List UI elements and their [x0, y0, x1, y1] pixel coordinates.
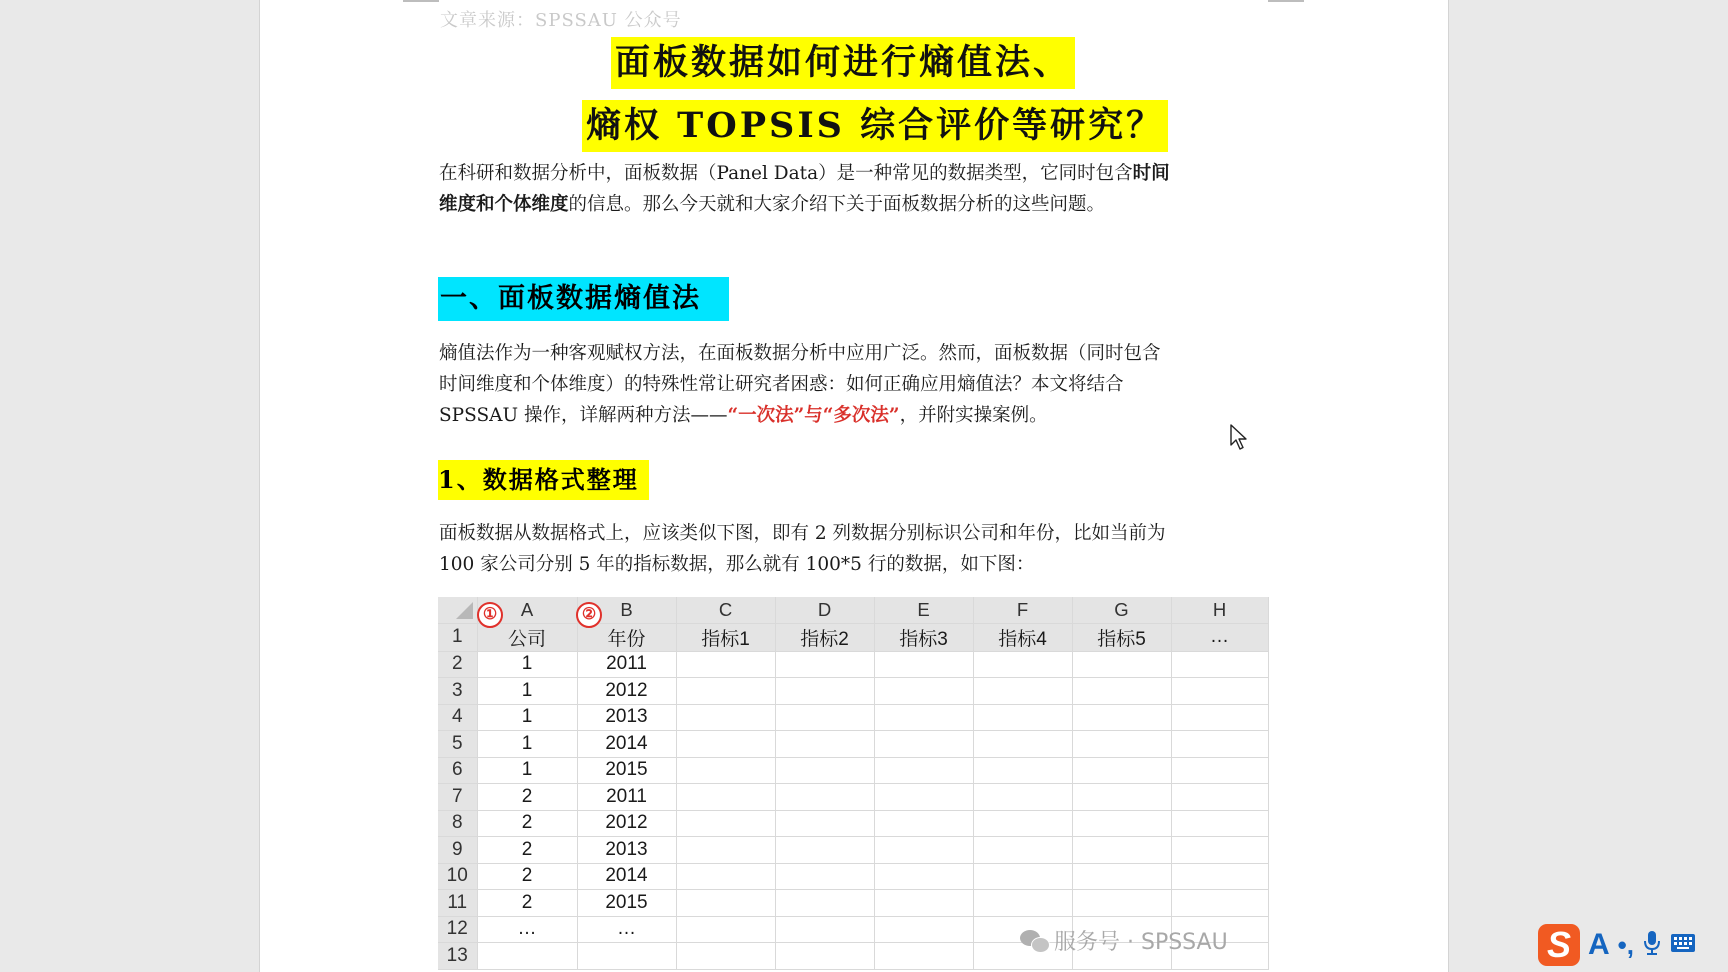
- header-cell: …: [1171, 623, 1268, 651]
- watermark: [1020, 925, 1228, 956]
- cell-year: 2012: [577, 810, 676, 837]
- ime-toolbar: [1536, 918, 1728, 972]
- title-line-1: 面板数据如何进行熵值法、: [611, 37, 1075, 89]
- ime-mode-toggle[interactable]: A: [1588, 928, 1610, 961]
- table-row: [438, 810, 1268, 837]
- row-number: 2: [438, 651, 477, 678]
- mouse-cursor-icon: [1230, 424, 1250, 456]
- table-header-row: [438, 623, 1268, 651]
- table-row: [438, 863, 1268, 890]
- table-row: [438, 890, 1268, 917]
- page-corner-mark-right: [1268, 0, 1304, 2]
- cell-year: 2014: [577, 863, 676, 890]
- microphone-icon[interactable]: [1642, 929, 1662, 961]
- row-number: 12: [438, 916, 477, 943]
- column-header: C: [676, 597, 775, 623]
- ime-logo-icon[interactable]: S: [1538, 924, 1580, 966]
- subsection1-paragraph: 面板数据从数据格式上，应该类似下图，即有 2 列数据分别标识公司和年份，比如当前为 100 家公司分别 5 年的指标数据，那么就有 100*5 行的数据，如下图：: [439, 523, 1166, 575]
- intro-paragraph: 在科研和数据分析中，面板数据（Panel Data）是一种常见的数据类型，它同时包含时间 维度和个体维度的信息。那么今天就和大家介绍下关于面板数据分析的这些问题。: [439, 163, 1170, 215]
- spreadsheet-grid: [438, 597, 1269, 970]
- cell-company: …: [477, 916, 577, 943]
- cell-company: 1: [477, 704, 577, 731]
- wechat-icon: [1020, 930, 1050, 952]
- row-number: 3: [438, 678, 477, 705]
- cell-company: [477, 943, 577, 970]
- cell-company: 1: [477, 731, 577, 758]
- table-row: [438, 651, 1268, 678]
- column-header: H: [1171, 597, 1268, 623]
- cell-year: 2011: [577, 651, 676, 678]
- cell-company: 1: [477, 678, 577, 705]
- cell-year: 2014: [577, 731, 676, 758]
- table-row: [438, 837, 1268, 864]
- cell-year: 2013: [577, 704, 676, 731]
- column-header: A: [477, 597, 577, 623]
- row-number: 8: [438, 810, 477, 837]
- row-number: 6: [438, 757, 477, 784]
- table-row: [438, 731, 1268, 758]
- table-row: [438, 704, 1268, 731]
- section1-paragraph: 熵值法作为一种客观赋权方法，在面板数据分析中应用广泛。然而，面板数据（同时包含 时间维度和个体维度）的特殊性常让研究者困惑：如何正确应用熵值法？本文将结合 SPSSAU 操作，详解两种方法——“一次法”与“多次法”，并附实操案例。: [439, 343, 1161, 426]
- annotation-circle-2: ②: [576, 602, 602, 628]
- source-line: 文章来源：SPSSAU 公众号: [440, 10, 682, 31]
- column-header: D: [775, 597, 874, 623]
- column-header: E: [874, 597, 973, 623]
- row-number: 13: [438, 943, 477, 970]
- cell-company: 2: [477, 837, 577, 864]
- row-number: 9: [438, 837, 477, 864]
- row-number: 7: [438, 784, 477, 811]
- row-number: 11: [438, 890, 477, 917]
- select-all-corner: [456, 602, 473, 619]
- section-heading-entropy: 一、面板数据熵值法: [438, 277, 729, 321]
- cell-company: 1: [477, 651, 577, 678]
- cell-company: 2: [477, 863, 577, 890]
- keyboard-icon[interactable]: [1670, 932, 1696, 958]
- header-cell: 指标2: [775, 623, 874, 651]
- header-cell: 指标3: [874, 623, 973, 651]
- cell-year: 2013: [577, 837, 676, 864]
- header-cell: 年份: [577, 623, 676, 651]
- watermark-text: 服务号 · SPSSAU: [1054, 930, 1228, 955]
- row-number: 4: [438, 704, 477, 731]
- cell-year: 2015: [577, 890, 676, 917]
- cell-year: 2011: [577, 784, 676, 811]
- header-cell: 指标1: [676, 623, 775, 651]
- cell-year: 2012: [577, 678, 676, 705]
- page-corner-mark-left: [403, 0, 439, 2]
- title-line-2: 熵权 TOPSIS 综合评价等研究？: [582, 100, 1168, 152]
- cell-company: 2: [477, 784, 577, 811]
- header-cell: 公司: [477, 623, 577, 651]
- spreadsheet-image: [438, 597, 1268, 970]
- subsection-heading-format: 1、数据格式整理: [438, 460, 649, 500]
- ime-punctuation-toggle[interactable]: •,: [1617, 929, 1634, 960]
- cell-company: 2: [477, 890, 577, 917]
- column-header: B: [577, 597, 676, 623]
- column-header-row: [438, 597, 1268, 623]
- table-row: [438, 784, 1268, 811]
- annotation-circle-1: ①: [477, 602, 503, 628]
- header-cell: 指标5: [1072, 623, 1171, 651]
- row-number: 1: [438, 623, 477, 651]
- column-header: G: [1072, 597, 1171, 623]
- cell-year: 2015: [577, 757, 676, 784]
- cell-year: …: [577, 916, 676, 943]
- column-header: F: [973, 597, 1072, 623]
- cell-company: 2: [477, 810, 577, 837]
- table-row: [438, 678, 1268, 705]
- cell-year: [577, 943, 676, 970]
- header-cell: 指标4: [973, 623, 1072, 651]
- cell-company: 1: [477, 757, 577, 784]
- row-number: 5: [438, 731, 477, 758]
- row-number: 10: [438, 863, 477, 890]
- table-row: [438, 757, 1268, 784]
